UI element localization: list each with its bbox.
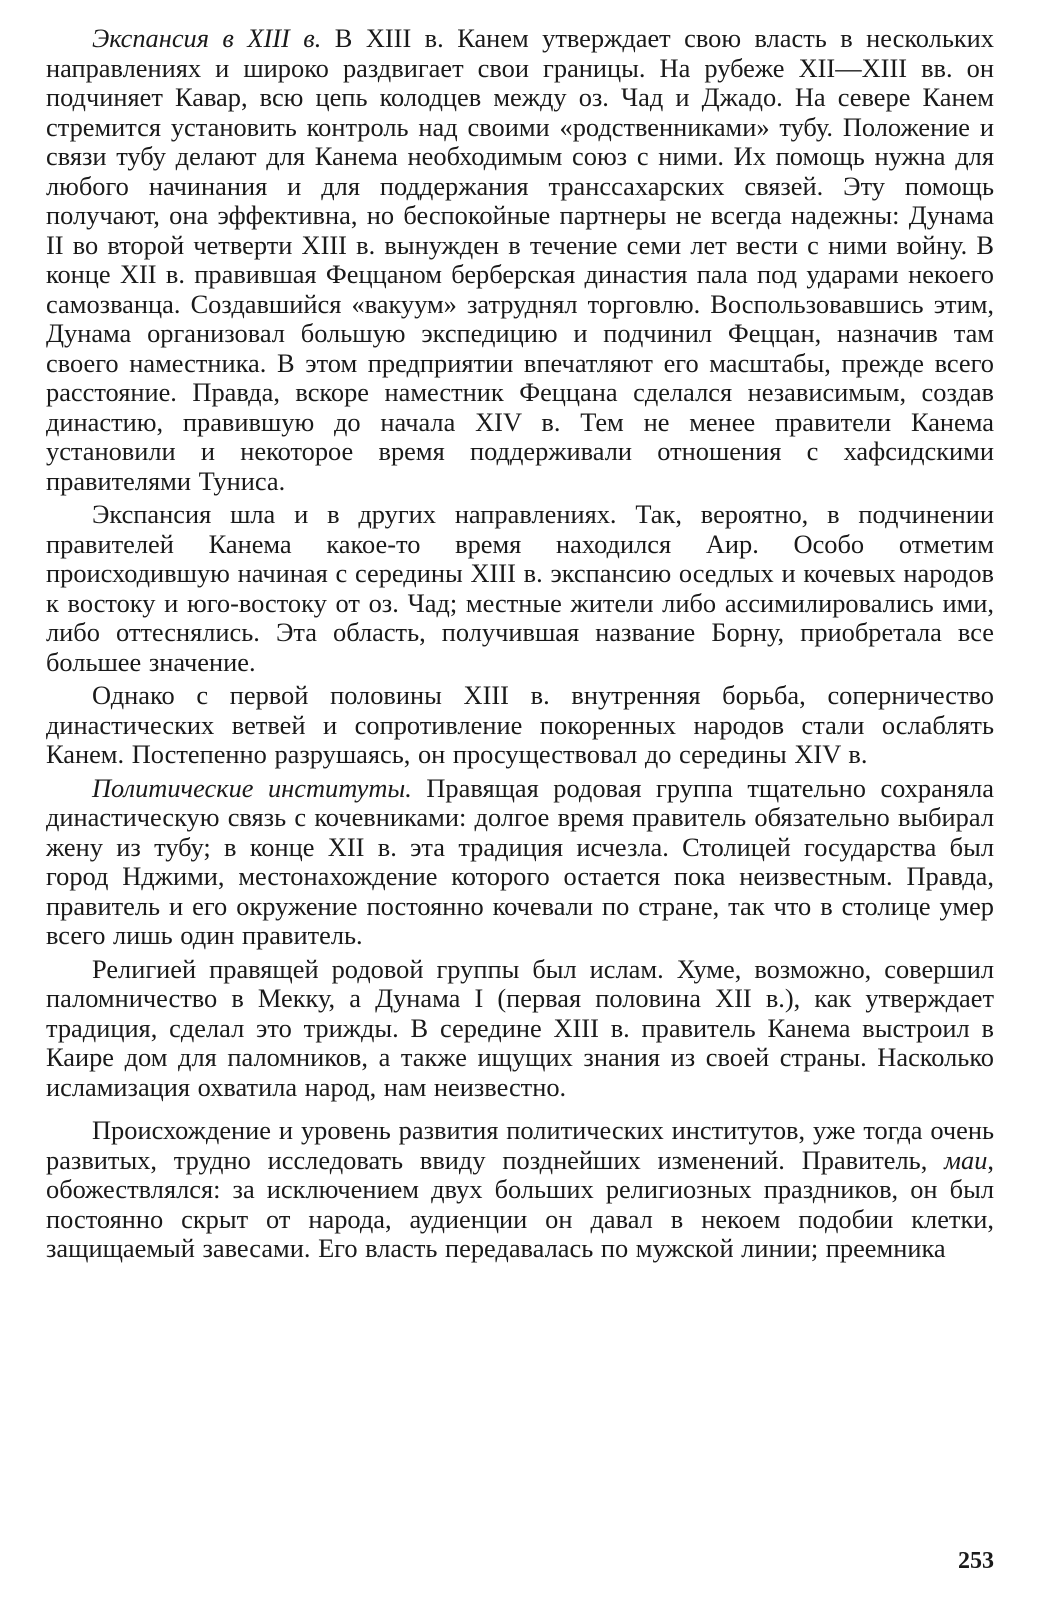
paragraph-text: , обожествлялся: за исключением двух больших религиозных праздников, он был постоянно скрыт от народа, аудиенции он давал в некоем подобии клетки, защищаемый завесами. Его власть передавалась по мужской линии; преемника [46, 1144, 994, 1263]
italic-term-mai: маи [944, 1144, 988, 1175]
page-body [46, 24, 994, 1264]
paragraph-text: Правящая родовая группа тщательно сохраняла династическую связь с кочевниками: долгое время правитель обязательно выбирал жену из тубу; в конце XII в. эта традиция исчезла. Столицей государства был город Нджими, местонахождение которого остается пока неизвестным. Правда, правитель и его окружение постоянно кочевали по стране, так что в столице умер всего лишь один правитель. [46, 772, 994, 950]
paragraph-religion [46, 955, 994, 1103]
section-heading-political-institutions: Политические институты. [92, 772, 412, 803]
paragraph-text: Происхождение и уровень развития политических институтов, уже тогда очень развитых, трудно исследовать ввиду позднейших изменений. Правитель, [46, 1115, 994, 1175]
page-number: 253 [958, 1548, 994, 1574]
paragraph-origin [46, 1116, 994, 1264]
section-heading-expansion: Экспансия в XIII в. [92, 23, 322, 53]
paragraph-text: В XIII в. Канем утверждает свою власть в нескольких направлениях и широко раздвигает свои границы. На рубеже XII—XIII вв. он подчиняет Кавар, всю цепь колодцев между оз. Чад и Джадо. На севере Канем стремится установить контроль над своими «родственниками» тубу. Положение и связи тубу делают для Канема необходимым союз с ними. Их помощь нужна для любого начинания и для поддержания транссахарских связей. Эту помощь получают, она эффективна, но беспокойные партнеры не всегда надежны: Дунама II во второй четверти XIII в. вынужден в течение семи лет вести с ними войну. В конце XII в. правившая Феццаном берберская династия пала под ударами некоего самозванца. Создавшийся «вакуум» затруднял торговлю. Воспользовавшись этим, Дунама организовал большую экспедицию и подчинил Феццан, назначив там своего наместника. В этом предприятии впечатляют его масштабы, прежде всего расстояние. Правда, вскоре наместник Феццана сделался независимым, создав династию, правившую до начала XIV в. Тем не менее правители Канема установили и некоторое время поддерживали отношения с хафсидскими правителями Туниса. [46, 23, 995, 496]
paragraph-text: Религией правящей родовой группы был ислам. Хуме, возможно, совершил паломничество в Мекку, а Дунама I (первая половина XII в.), как утверждает традиция, сделал это трижды. В середине XIII в. правитель Канема выстроил в Каире дом для паломников, а также ищущих знания из своей страны. Насколько исламизация охватила народ, нам неизвестно. [46, 953, 994, 1102]
paragraph-political-institutions [46, 774, 994, 951]
paragraph-other-directions [46, 500, 994, 677]
paragraph-decline [46, 681, 994, 770]
paragraph-expansion [46, 24, 994, 496]
paragraph-text: Экспансия шла и в других направлениях. Так, вероятно, в подчинении правителей Канема какое-то время находился Аир. Особо отметим происходившую начиная с середины XIII в. экспансию оседлых и кочевых народов к востоку и юго-востоку от оз. Чад; местные жители либо ассимилировались ими, либо оттеснялись. Эта область, получившая название Борну, приобретала все большее значение. [46, 499, 994, 677]
paragraph-text: Однако с первой половины XIII в. внутренняя борьба, соперничество династических ветвей и сопротивление покоренных народов стали ослаблять Канем. Постепенно разрушаясь, он просуществовал до середины XIV в. [46, 680, 994, 769]
